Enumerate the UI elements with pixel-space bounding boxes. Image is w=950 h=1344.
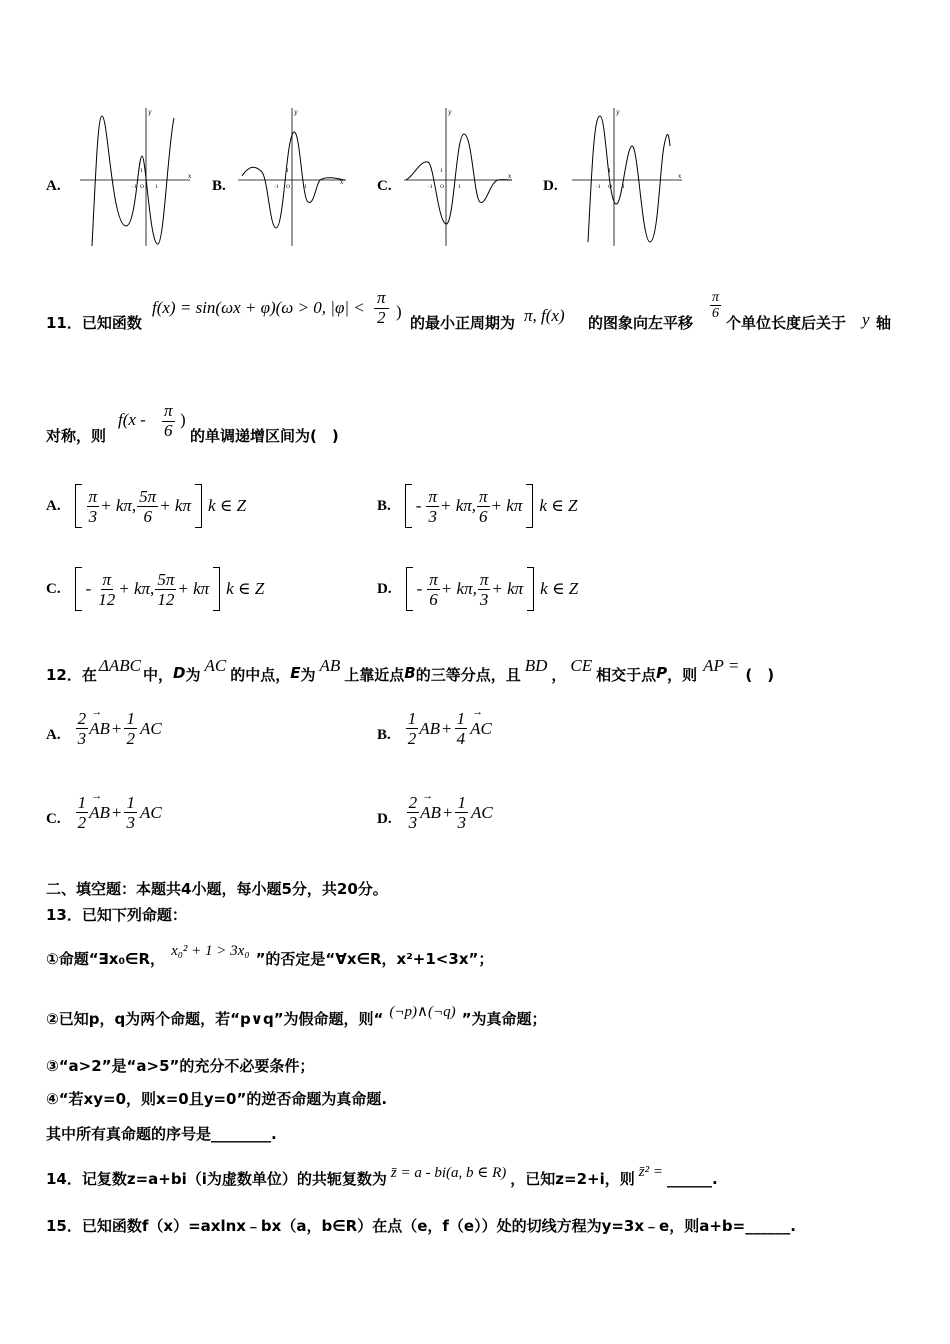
svg-text:y: y	[294, 109, 298, 116]
vector-ab: → AB	[89, 803, 110, 823]
q13-title: 13．已知下列命题：	[46, 906, 187, 924]
domain: k ∈ Z	[226, 579, 265, 598]
q12-option-a[interactable]	[46, 710, 162, 747]
bracket-right	[213, 567, 220, 611]
section-2-heading: 二、填空题：本题共4小题，每小题5分，共20分。	[46, 880, 388, 898]
q11-pi-over-2	[374, 289, 389, 327]
q11-six: 6	[712, 306, 719, 322]
numerator: π	[102, 569, 112, 589]
numerator: 1	[456, 709, 466, 728]
frac	[454, 710, 469, 747]
q12-stem	[46, 656, 774, 685]
minus: -	[85, 579, 92, 598]
q13-p1-math: x₀² + 1 > 3x₀	[171, 943, 250, 959]
q12-i: ，则	[667, 666, 698, 684]
numerator: π	[428, 486, 437, 506]
frac	[75, 794, 90, 831]
bracket-left	[406, 567, 413, 611]
svg-text:1: 1	[440, 168, 444, 174]
q12-option-b-label: B.	[377, 727, 391, 743]
denominator: 3	[88, 506, 98, 526]
frac	[154, 571, 177, 608]
frac	[75, 710, 90, 747]
q11-line2-pi-over-6	[162, 402, 175, 440]
denominator: 4	[456, 729, 466, 748]
q11-text-4: 轴	[876, 314, 892, 332]
q12-option-a-label: A.	[46, 727, 61, 743]
numerator: 5π	[139, 486, 157, 506]
q11-pi-over-6	[710, 290, 721, 322]
q13-prop-2	[46, 994, 547, 1029]
q13-p1b: ”的否定是“∀x∈R，x²+1<3x”；	[255, 950, 494, 968]
q11-line2-f: f(x -	[118, 410, 146, 429]
q12-option-c[interactable]	[46, 794, 162, 831]
q14-z2: z̄² =	[638, 1164, 663, 1180]
q13-p2b: ”为真命题；	[461, 1010, 547, 1028]
q14-b: ，已知z=2+i，则	[510, 1170, 635, 1188]
svg-text:x: x	[678, 173, 682, 180]
denominator: 3	[457, 813, 466, 832]
q12-triangle: ΔABC	[98, 656, 141, 675]
vector-ac: → AC	[470, 719, 492, 739]
q11-text-2: 的图象向左平移	[588, 314, 694, 332]
q11-line2-six: 6	[164, 420, 173, 440]
q12-b-point: B	[404, 664, 416, 682]
graph-a	[78, 106, 196, 248]
q11-option-a-label: A.	[46, 497, 61, 514]
q13-p2a: ②已知p，q为两个命题，若“p∨q”为假命题，则“	[46, 1010, 384, 1028]
svg-text:1: 1	[608, 168, 612, 174]
graph-d	[570, 106, 688, 248]
frac	[95, 571, 118, 608]
q12-option-d[interactable]	[377, 794, 493, 831]
q11-text-3: 个单位长度后关于	[726, 314, 847, 332]
numerator: π	[88, 486, 98, 506]
frac	[477, 571, 492, 608]
term: + kπ,	[100, 496, 137, 515]
q14-conjugate: z̄ = a - bi(a, b ∈ R)	[390, 1165, 507, 1181]
q12-f: 上靠近点	[344, 666, 405, 684]
q11-option-b[interactable]	[377, 484, 577, 528]
q11-y: y	[862, 310, 870, 329]
q12-comma: ，	[551, 666, 567, 684]
numerator: 1	[407, 709, 417, 728]
q12-a: 12．在	[46, 666, 97, 684]
frac	[426, 571, 441, 608]
q13-prop-4: ④“若xy=0，则x=0且y=0”的逆否命题为真命题.	[46, 1090, 388, 1108]
term: + kπ,	[439, 496, 477, 515]
q11-option-d[interactable]	[377, 567, 578, 611]
frac	[454, 794, 469, 831]
plus: +	[442, 802, 453, 822]
domain: k ∈ Z	[539, 496, 578, 515]
q11-text-1: 的最小正周期为	[410, 314, 516, 332]
q12-j: ( )	[745, 666, 775, 684]
denominator: 6	[429, 589, 438, 609]
frac	[405, 710, 420, 747]
vector-ac: AC	[139, 802, 162, 822]
q12-g: 的三等分点，且	[415, 666, 521, 684]
q11-function: f(x) = sin(ωx + φ)(ω > 0, |φ| <	[152, 298, 365, 317]
frac	[406, 794, 421, 831]
q11-pi-2: π	[712, 290, 720, 305]
denominator: 2	[77, 813, 87, 832]
q13-p1a: ①命题“∃x₀∈R，	[46, 950, 166, 968]
q11-option-a[interactable]	[46, 484, 246, 528]
numerator: π	[479, 569, 489, 589]
denominator: 6	[479, 506, 488, 526]
svg-text:-1: -1	[596, 184, 601, 190]
numerator: 1	[126, 793, 135, 812]
plus: +	[442, 718, 452, 738]
q12-e-point: E	[290, 664, 301, 682]
q14-blank[interactable]: ______.	[666, 1169, 718, 1188]
q11-two: 2	[377, 307, 386, 327]
term: + kπ	[491, 579, 524, 598]
numerator: 1	[126, 709, 135, 728]
denominator: 12	[98, 589, 116, 609]
q12-p-point: P	[656, 664, 668, 682]
q11-line2-text: 的单调递增区间为( )	[190, 427, 339, 445]
vector-ac: AC	[139, 718, 162, 738]
svg-text:O: O	[440, 184, 445, 190]
graph-b	[236, 106, 352, 248]
q13-prop-1	[46, 934, 493, 969]
q14-a: 14．记复数z=a+bi（i为虚数单位）的共轭复数为	[46, 1170, 387, 1188]
q11-line2-a: 对称，则	[46, 427, 107, 445]
numerator: π	[429, 569, 438, 589]
vector-ab: → AB	[420, 803, 441, 823]
q12-option-b[interactable]	[377, 710, 492, 747]
q13-p2-math: (¬p)∧(¬q)	[389, 1004, 456, 1020]
frac	[123, 710, 138, 747]
q12-h: 相交于点	[596, 666, 657, 684]
q12-midpoint: 的中点，	[230, 666, 291, 684]
domain: k ∈ Z	[540, 579, 579, 598]
vector-ab: → AB	[89, 719, 110, 739]
denominator: 3	[479, 589, 489, 609]
q13-ask: 其中所有真命题的序号是________.	[46, 1125, 277, 1143]
q12-ap: AP =	[703, 656, 740, 675]
q12-b: 中，	[142, 666, 173, 684]
svg-text:O: O	[140, 184, 145, 190]
frac	[136, 488, 159, 525]
svg-text:1: 1	[622, 184, 626, 190]
bracket-right	[527, 567, 534, 611]
minus: -	[415, 496, 422, 515]
denominator: 3	[428, 506, 437, 526]
denominator: 3	[77, 729, 87, 748]
svg-text:x: x	[188, 173, 192, 180]
q11-line2-pi: π	[164, 401, 173, 420]
svg-text:-1: -1	[274, 184, 279, 190]
denominator: 6	[143, 506, 152, 526]
q12-c: 为	[185, 666, 201, 684]
svg-text:x': x'	[340, 179, 346, 186]
numerator: 5π	[157, 569, 175, 589]
svg-text:1: 1	[155, 184, 159, 190]
q11-option-c-label: C.	[46, 580, 61, 597]
bracket-left	[75, 567, 82, 611]
q12-option-c-label: C.	[46, 811, 61, 827]
q11-option-b-label: B.	[377, 497, 391, 514]
bracket-left	[405, 484, 412, 528]
frac	[425, 488, 440, 525]
q11-pi: π	[374, 289, 389, 309]
svg-text:y: y	[616, 109, 620, 116]
denominator: 3	[408, 813, 418, 832]
domain: k ∈ Z	[208, 496, 247, 515]
term: + kπ	[177, 579, 210, 598]
q12-option-d-label: D.	[377, 811, 392, 827]
q11-option-c[interactable]	[46, 567, 264, 611]
q15: 15．已知函数f（x）=axlnx﹣bx（a，b∈R）在点（e，f（e））处的切线方程为y=3x﹣e，则a+b=______.	[46, 1217, 796, 1235]
frac	[86, 488, 101, 525]
plus: +	[111, 718, 122, 738]
q12-d: D	[172, 664, 186, 682]
q13-prop-3: ③“a>2”是“a>5”的充分不必要条件；	[46, 1057, 315, 1075]
term: + kπ,	[440, 579, 477, 598]
denominator: 12	[157, 589, 175, 609]
svg-text:1: 1	[286, 168, 290, 174]
graph-label-c: C.	[377, 178, 392, 194]
minus: -	[416, 579, 423, 598]
svg-text:1: 1	[140, 168, 144, 174]
bracket-left	[75, 484, 82, 528]
svg-text:1: 1	[304, 184, 308, 190]
graph-c	[402, 106, 518, 248]
graph-label-a: A.	[46, 178, 61, 194]
term: + kπ,	[118, 579, 155, 598]
numerator: 2	[77, 709, 87, 728]
q11-period: π, f(x)	[524, 306, 565, 325]
frac	[476, 488, 491, 525]
svg-text:y: y	[148, 109, 152, 116]
numerator: 2	[408, 793, 418, 812]
svg-text:-1: -1	[428, 184, 433, 190]
denominator: 3	[126, 813, 135, 832]
q12-ab: AB	[319, 656, 341, 675]
denominator: 2	[407, 729, 417, 748]
svg-text:1: 1	[458, 184, 462, 190]
term: + kπ	[490, 496, 523, 515]
svg-text:O: O	[608, 184, 613, 190]
numerator: 1	[77, 793, 87, 812]
q12-e: 为	[300, 666, 316, 684]
graph-label-b: B.	[212, 178, 226, 194]
q11-paren: )	[396, 302, 402, 321]
q11-option-d-label: D.	[377, 580, 392, 597]
q14	[46, 1156, 718, 1189]
q12-ce: CE	[570, 656, 593, 675]
term: + kπ	[159, 496, 191, 515]
bracket-right	[526, 484, 533, 528]
vector-ab: AB	[419, 718, 441, 738]
q11-number: 11．已知函数	[46, 314, 142, 332]
svg-text:x: x	[508, 173, 512, 180]
q11-line2-paren: )	[180, 410, 186, 429]
numerator: π	[479, 486, 488, 506]
frac	[123, 794, 138, 831]
bracket-right	[195, 484, 202, 528]
graph-label-d: D.	[543, 178, 558, 194]
plus: +	[111, 802, 122, 822]
vector-ac: AC	[470, 802, 493, 822]
svg-text:O: O	[286, 184, 291, 190]
q12-ac: AC	[204, 656, 227, 675]
numerator: 1	[457, 793, 466, 812]
q12-bd: BD	[524, 656, 548, 675]
denominator: 2	[126, 729, 135, 748]
svg-text:-1: -1	[132, 184, 137, 190]
svg-text:y: y	[448, 109, 452, 116]
